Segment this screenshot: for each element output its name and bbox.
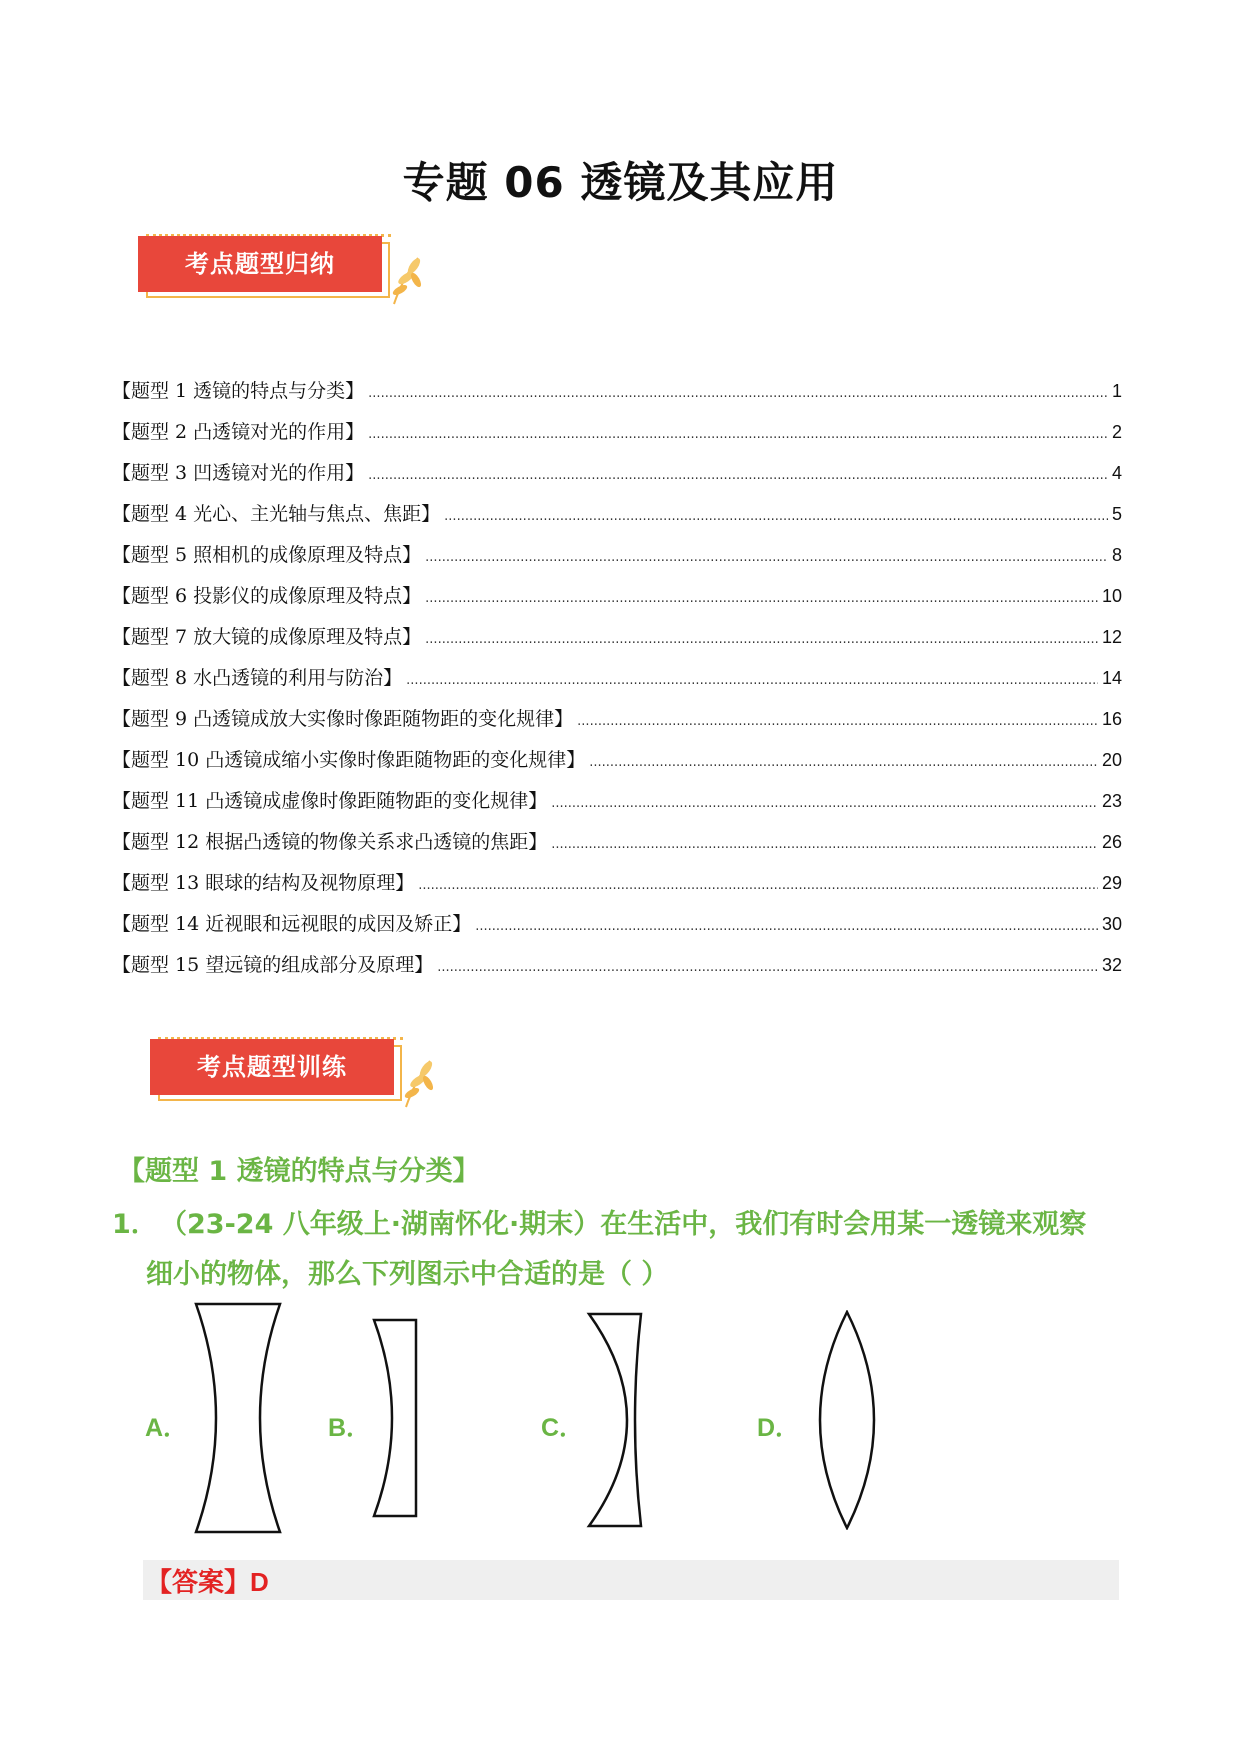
toc-leader: [368, 468, 1108, 483]
toc-label: 【题型 11 凸透镜成虚像时像距随物距的变化规律】: [112, 790, 548, 812]
answer-value: D: [250, 1567, 269, 1597]
toc-page: 26: [1101, 832, 1122, 852]
concave-lens-plano[interactable]: [370, 1318, 426, 1518]
answer: [146, 1562, 269, 1599]
toc-page: 1: [1111, 381, 1122, 401]
toc-item[interactable]: [112, 417, 1122, 458]
toc-leader: [368, 386, 1108, 401]
toc-page: 32: [1101, 955, 1122, 975]
toc-item[interactable]: [112, 950, 1122, 991]
toc-page: 16: [1101, 709, 1122, 729]
page-title: 专题 06 透镜及其应用: [402, 158, 839, 207]
toc-page: 2: [1111, 422, 1122, 442]
question-1: [112, 1200, 1132, 1300]
toc-leader: [589, 755, 1098, 770]
wheat-leaf-icon: [388, 250, 428, 306]
toc-page: 23: [1101, 791, 1122, 811]
toc-leader: [425, 591, 1098, 606]
toc-item[interactable]: [112, 581, 1122, 622]
question-text-2: 细小的物体，那么下列图示中合适的是（ ）: [146, 1259, 669, 1290]
toc-leader: [437, 960, 1098, 975]
option-d-label[interactable]: D．: [757, 1414, 801, 1442]
toc-page: 5: [1111, 504, 1122, 524]
question-number: 1．: [112, 1209, 158, 1240]
toc-leader: [418, 878, 1098, 893]
toc-page: 8: [1111, 545, 1122, 565]
toc-item[interactable]: [112, 827, 1122, 868]
toc-label: 【题型 15 望远镜的组成部分及原理】: [112, 954, 434, 976]
banner-summary-label: 考点题型归纳: [138, 236, 382, 292]
banner-training: [150, 1039, 400, 1099]
question-line-1: [112, 1200, 1132, 1250]
toc-leader: [406, 673, 1098, 688]
toc-label: 【题型 3 凹透镜对光的作用】: [112, 462, 365, 484]
toc-item[interactable]: [112, 868, 1122, 909]
concave-lens-biconcave[interactable]: [190, 1302, 290, 1534]
toc-item[interactable]: [112, 622, 1122, 663]
toc-label: 【题型 13 眼球的结构及视物原理】: [112, 872, 415, 894]
toc-leader: [475, 919, 1098, 934]
toc-page: 12: [1101, 627, 1122, 647]
option-a-label[interactable]: A．: [145, 1414, 189, 1442]
toc-page: 10: [1101, 586, 1122, 606]
question-text-1: （23-24 八年级上·湖南怀化·期末）在生活中，我们有时会用某一透镜来观察: [160, 1209, 1087, 1240]
toc-label: 【题型 8 水凸透镜的利用与防治】: [112, 667, 403, 689]
toc-label: 【题型 6 投影仪的成像原理及特点】: [112, 585, 422, 607]
toc-label: 【题型 10 凸透镜成缩小实像时像距随物距的变化规律】: [112, 749, 586, 771]
toc-item[interactable]: [112, 376, 1122, 417]
toc-item[interactable]: [112, 540, 1122, 581]
answer-label: 【答案】: [146, 1568, 251, 1598]
banner-training-label: 考点题型训练: [150, 1039, 394, 1095]
wheat-leaf-icon: [400, 1053, 440, 1109]
toc-label: 【题型 1 透镜的特点与分类】: [112, 380, 365, 402]
toc-label: 【题型 4 光心、主光轴与焦点、焦距】: [112, 503, 441, 525]
toc-label: 【题型 5 照相机的成像原理及特点】: [112, 544, 422, 566]
toc-item[interactable]: [112, 704, 1122, 745]
toc-label: 【题型 9 凸透镜成放大实像时像距随物距的变化规律】: [112, 708, 574, 730]
option-b-label[interactable]: B．: [328, 1414, 372, 1442]
toc-item[interactable]: [112, 663, 1122, 704]
toc-item[interactable]: [112, 458, 1122, 499]
toc-leader: [551, 796, 1098, 811]
toc-label: 【题型 2 凸透镜对光的作用】: [112, 421, 365, 443]
toc-item[interactable]: [112, 786, 1122, 827]
toc-item[interactable]: [112, 909, 1122, 950]
option-c-label[interactable]: C．: [541, 1414, 585, 1442]
toc-page: 29: [1101, 873, 1122, 893]
toc-label: 【题型 7 放大镜的成像原理及特点】: [112, 626, 422, 648]
toc-leader: [444, 509, 1108, 524]
toc-item[interactable]: [112, 745, 1122, 786]
convex-lens-biconvex[interactable]: [805, 1310, 889, 1530]
section-heading: 【题型 1 透镜的特点与分类】: [118, 1156, 480, 1187]
answer-bar: [143, 1560, 1119, 1600]
toc-leader: [425, 550, 1108, 565]
toc-leader: [577, 714, 1098, 729]
banner-summary: [138, 236, 388, 296]
toc-page: 20: [1101, 750, 1122, 770]
toc-leader: [551, 837, 1098, 852]
toc-page: 30: [1101, 914, 1122, 934]
toc-leader: [368, 427, 1108, 442]
toc-label: 【题型 12 根据凸透镜的物像关系求凸透镜的焦距】: [112, 831, 548, 853]
meniscus-lens[interactable]: [585, 1312, 655, 1528]
toc-item[interactable]: [112, 499, 1122, 540]
toc-label: 【题型 14 近视眼和远视眼的成因及矫正】: [112, 913, 472, 935]
toc-page: 14: [1101, 668, 1122, 688]
toc-page: 4: [1111, 463, 1122, 483]
table-of-contents: [112, 376, 1122, 991]
toc-leader: [425, 632, 1098, 647]
